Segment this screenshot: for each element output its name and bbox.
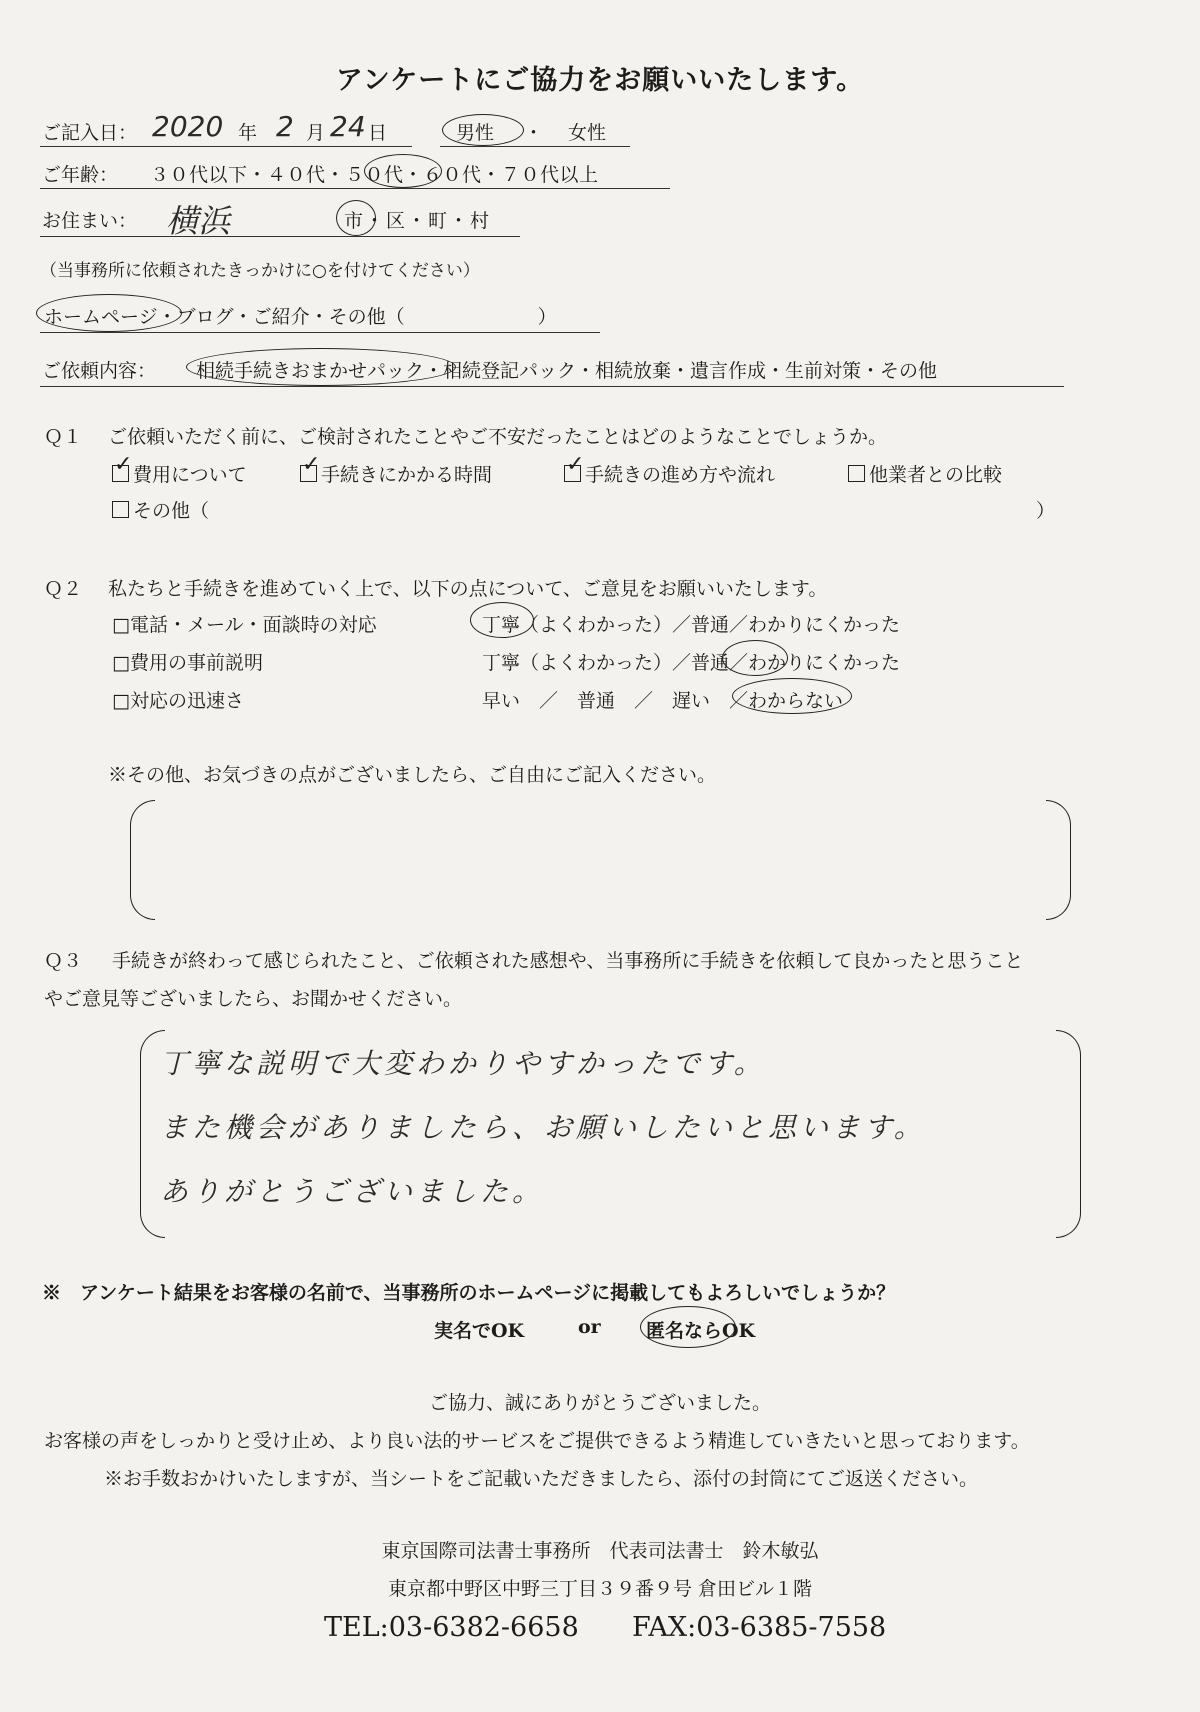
checkbox-icon[interactable] xyxy=(112,501,129,518)
q1-option-label: 手続きにかかる時間 xyxy=(321,464,493,486)
thanks-line2: お客様の声をしっかりと受け止め、より良い法的サービスをご提供できるよう精進していきたいと思っております。 xyxy=(44,1430,1030,1452)
q2-row-speed-scale[interactable]: 早い ／ 普通 ／ 遅い ／わからない xyxy=(482,690,844,712)
residence-label: お住まい： xyxy=(42,210,138,232)
q1-other-label: その他（ xyxy=(133,500,210,522)
trigger-options[interactable]: ホームページ・ブログ・ご紹介・その他（ ） xyxy=(44,306,557,328)
request-label: ご依頼内容： xyxy=(42,360,157,382)
q2-row-fee-scale[interactable]: 丁寧（よくわかった）／普通／わかりにくかった xyxy=(482,652,901,674)
entry-date-day[interactable]: 24 xyxy=(330,110,366,143)
q1-question: ご依頼いただく前に、ご検討されたことやご不安だったことはどのようなことでしょうか。 xyxy=(108,426,888,448)
q3-question-line1: 手続きが終わって感じられたこと、ご依頼された感想や、当事務所に手続きを依頼して良かったと思うこと xyxy=(112,950,1024,972)
gender-separator: ・ xyxy=(524,122,544,144)
gender-selected-circle xyxy=(442,114,524,146)
trigger-note: （当事務所に依頼されたきっかけに○を付けてください） xyxy=(40,261,480,281)
publish-selected-circle xyxy=(640,1306,736,1348)
q1-option-label: 他業者との比較 xyxy=(869,464,1003,486)
residence-options[interactable]: 市・区・町・村 xyxy=(344,210,492,232)
trigger-underline xyxy=(40,332,600,333)
office-name: 東京国際司法書士事務所 代表司法書士 鈴木敏弘 xyxy=(381,1540,819,1562)
checkbox-icon[interactable] xyxy=(112,465,129,482)
publish-question: ※ アンケート結果をお客様の名前で、当事務所のホームページに掲載してもよろしいでしょうか？ xyxy=(42,1282,896,1304)
trigger-selected-circle xyxy=(36,294,182,332)
residence-selected-circle xyxy=(336,200,376,236)
entry-date-year[interactable]: 2020 xyxy=(152,110,224,143)
q2-number: Ｑ２ xyxy=(44,578,83,600)
residence-underline xyxy=(40,236,520,237)
q2-row-speed-item[interactable]: □対応の迅速さ xyxy=(112,690,244,712)
q1-option-cost[interactable] xyxy=(112,460,247,487)
gender-underline xyxy=(440,146,630,147)
q3-question-line2: やご意見等ございましたら、お聞かせください。 xyxy=(44,988,463,1010)
q2-question: 私たちと手続きを進めていく上で、以下の点について、ご意見をお願いいたします。 xyxy=(108,578,828,600)
q2-free-note: ※その他、お気づきの点がございましたら、ご自由にご記入ください。 xyxy=(108,764,717,786)
q2-free-bracket-left xyxy=(130,800,155,920)
age-underline xyxy=(40,188,670,189)
request-options[interactable]: 相続手続きおまかせパック・相続登記パック・相続放棄・遺言作成・生前対策・その他 xyxy=(196,360,938,382)
checkbox-icon[interactable] xyxy=(300,465,317,482)
thanks-line3: ※お手数おかけいたしますが、当シートをご記載いただきましたら、添付の封筒にてご返送ください。 xyxy=(104,1468,979,1490)
q1-other-close: ） xyxy=(1036,500,1056,522)
q2-free-input[interactable] xyxy=(160,806,1040,912)
q3-answer-line2[interactable]: また機会がありましたら、お願いしたいと思います。 xyxy=(160,1111,926,1144)
q1-option-time[interactable] xyxy=(300,460,492,487)
q2-row-speed-circle xyxy=(732,678,852,714)
office-tel[interactable]: TEL:03-6382-6658 xyxy=(324,1612,579,1643)
q2-row-contact-circle xyxy=(470,602,534,638)
q3-answer-line1[interactable]: 丁寧な説明で大変わかりやすかったです。 xyxy=(160,1047,766,1080)
office-fax: FAX:03-6385-7558 xyxy=(632,1612,887,1643)
checkbox-icon[interactable] xyxy=(848,465,865,482)
request-underline xyxy=(40,386,1064,387)
publish-option-real-name[interactable]: 実名でOK xyxy=(434,1320,525,1342)
entry-date-underline xyxy=(40,146,412,147)
q1-option-other[interactable] xyxy=(112,496,209,523)
page-title: アンケートにご協力をお願いいたします。 xyxy=(335,65,865,96)
q1-option-label: 費用について xyxy=(133,464,247,486)
entry-date-day-unit: 日 xyxy=(368,122,388,144)
residence-value[interactable]: 横浜 xyxy=(166,202,231,240)
q1-option-label: 手続きの進め方や流れ xyxy=(585,464,776,486)
checkbox-icon[interactable] xyxy=(564,465,581,482)
request-selected-circle xyxy=(186,348,456,386)
office-address: 東京都中野区中野三丁目３９番９号 倉田ビル１階 xyxy=(387,1578,813,1600)
publish-or: or xyxy=(578,1316,601,1338)
entry-date-label: ご記入日： xyxy=(42,122,138,144)
q3-number: Ｑ３ xyxy=(44,950,83,972)
q2-row-fee-item[interactable]: □費用の事前説明 xyxy=(112,652,263,674)
entry-date-month[interactable]: 2 xyxy=(276,110,294,143)
publish-option-anonymous[interactable]: 匿名ならOK xyxy=(646,1320,756,1342)
age-selected-circle xyxy=(364,154,442,188)
entry-date-month-unit: 月 xyxy=(306,122,326,144)
gender-option-male[interactable]: 男性 xyxy=(456,122,495,144)
q3-answer-line3[interactable]: ありがとうございました。 xyxy=(160,1175,545,1208)
q2-row-contact-scale[interactable]: 丁寧（よくわかった）／普通／わかりにくかった xyxy=(482,614,901,636)
q2-row-contact-item[interactable]: □電話・メール・面談時の対応 xyxy=(112,614,377,636)
entry-date-year-unit: 年 xyxy=(238,122,258,144)
q2-row-fee-circle xyxy=(722,640,788,676)
thanks-line1: ご協力、誠にありがとうございました。 xyxy=(428,1392,771,1414)
age-options[interactable]: ３０代以下・４０代・５０代・６０代・７０代以上 xyxy=(150,164,599,186)
q1-number: Ｑ１ xyxy=(44,426,83,448)
q3-bracket-right xyxy=(1056,1030,1081,1238)
q1-option-compare[interactable] xyxy=(848,460,1002,487)
q2-free-bracket-right xyxy=(1046,800,1071,920)
age-label: ご年齢： xyxy=(42,164,119,186)
q1-option-process[interactable] xyxy=(564,460,775,487)
gender-option-female[interactable]: 女性 xyxy=(568,122,607,144)
